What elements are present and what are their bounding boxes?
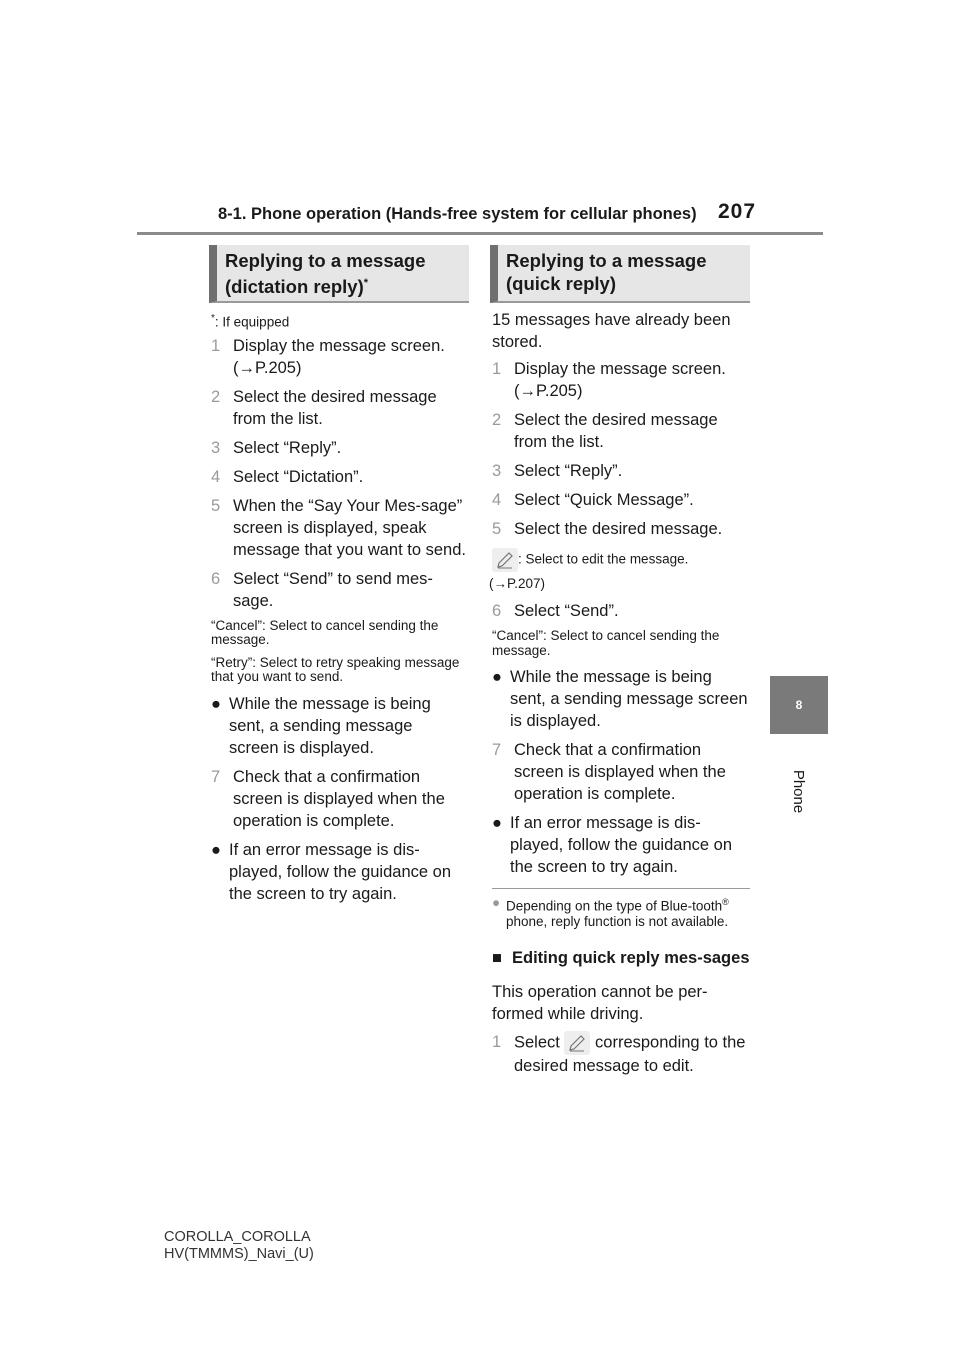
cancel-note: “Cancel”: Select to cancel sending the message. <box>492 628 720 658</box>
step-number: 2 <box>492 411 502 429</box>
step-text: Select “Send” to send mes-sage. <box>233 569 433 610</box>
step-text: Check that a confirmation screen is displayed when the operation is complete. <box>514 741 726 803</box>
subheading-editing <box>492 947 750 969</box>
step-number: 2 <box>211 387 221 406</box>
header-divider <box>137 232 823 235</box>
step-3 <box>211 437 466 459</box>
step-number: 4 <box>211 467 221 486</box>
bullet-icon: ● <box>492 668 502 686</box>
heading-line-1: Replying to a message <box>225 250 426 271</box>
step-number: 6 <box>211 569 221 588</box>
bullet-text: While the message is being sent, a sending message screen is displayed. <box>510 668 748 730</box>
step-text: Select the desired message. <box>514 520 723 538</box>
bullet-error <box>211 839 466 905</box>
subheading-text: Editing quick reply mes-sages <box>512 948 750 967</box>
heading-line-1: Replying to a message <box>506 250 707 271</box>
step-text: Select “Quick Message”. <box>514 491 694 509</box>
step-text: Select “Reply”. <box>233 438 342 457</box>
pencil-icon <box>564 1031 590 1056</box>
heading-line-2: (quick reply) <box>506 273 616 294</box>
step-5 <box>492 518 750 540</box>
cancel-note: “Cancel”: Select to cancel sending the message. <box>211 617 439 647</box>
info-note <box>492 895 750 929</box>
step-6 <box>492 600 750 622</box>
bullet-sending <box>492 666 750 732</box>
step-number: 7 <box>211 767 221 786</box>
step-4 <box>492 489 750 511</box>
edit-note-ref: (→P.207) <box>489 576 546 591</box>
left-column <box>211 311 466 912</box>
cannot-drive-text: This operation cannot be per-formed while driving. <box>492 982 708 1023</box>
registered-mark: ® <box>722 897 729 907</box>
chapter-number-tab: 8 <box>770 676 828 734</box>
page-number: 207 <box>718 200 757 223</box>
heading-line-2 <box>225 272 469 298</box>
pencil-icon <box>492 548 518 572</box>
step-1 <box>492 358 750 402</box>
footnote-text: : If equipped <box>214 314 290 330</box>
step-6 <box>211 568 466 612</box>
step-5 <box>211 495 466 561</box>
bullet-icon: ● <box>492 814 502 832</box>
step-number: 1 <box>492 360 502 378</box>
step-7 <box>211 766 466 832</box>
section-heading-dictation-reply <box>209 245 469 303</box>
retry-note: “Retry”: Select to retry speaking message that you want to send. <box>211 654 460 684</box>
bullet-text: While the message is being sent, a sending message screen is displayed. <box>229 694 431 757</box>
step-text-pre: Select <box>514 1033 565 1052</box>
step-number: 1 <box>492 1032 502 1051</box>
step-text: Select “Dictation”. <box>233 467 364 486</box>
footnote-mark: * <box>211 313 215 324</box>
footer-line-1: COROLLA_COROLLA <box>164 1229 311 1245</box>
step-number: 7 <box>492 741 502 759</box>
footer <box>164 1229 314 1263</box>
bullet-error <box>492 812 750 878</box>
heading-line-2-text: (dictation reply) <box>225 276 364 298</box>
step-text: Select the desired message from the list. <box>514 411 718 451</box>
step-2 <box>211 386 466 430</box>
edit-note-text: : Select to edit the message. <box>518 551 689 567</box>
chapter-label <box>768 766 830 816</box>
step-1 <box>211 335 466 379</box>
bullet-icon: ● <box>211 694 221 713</box>
step-number: 3 <box>211 438 221 457</box>
step-7 <box>492 739 750 805</box>
square-bullet-icon: ■ <box>492 948 502 967</box>
edit-note <box>492 548 750 572</box>
step-text: Select the desired message from the list. <box>233 387 437 428</box>
page-header-title: 8-1. Phone operation (Hands-free system for cellular phones) <box>218 205 697 223</box>
heading-asterisk: * <box>363 277 369 289</box>
step-text: Select “Send”. <box>514 602 619 620</box>
bullet-sending <box>211 693 466 759</box>
step-4 <box>211 466 466 488</box>
step-number: 4 <box>492 491 502 509</box>
step-text-post: corresponding to the desired message to edit. <box>514 1033 746 1076</box>
step-text: Display the message screen. (→P.205) <box>514 360 726 400</box>
step-text: Display the message screen. (→P.205) <box>233 336 445 377</box>
step-text: When the “Say Your Mes-sage” screen is displayed, speak message that you want to send. <box>233 496 466 559</box>
info-text-post: phone, reply function is not available. <box>506 913 729 929</box>
bullet-text: If an error message is dis-played, follow the guidance on the screen to try again. <box>510 814 732 876</box>
step-3 <box>492 460 750 482</box>
footer-line-2: HV(TMMMS)_Navi_(U) <box>164 1246 314 1262</box>
info-text-pre: Depending on the type of Blue-tooth <box>506 898 723 914</box>
final-step-1 <box>492 1031 750 1078</box>
step-number: 3 <box>492 462 502 480</box>
info-divider <box>492 888 750 889</box>
section-heading-quick-reply <box>490 245 750 303</box>
bullet-icon: ● <box>211 840 221 859</box>
step-text: Select “Reply”. <box>514 462 623 480</box>
chapter-label-text: Phone <box>790 769 808 813</box>
step-2 <box>492 409 750 453</box>
intro-text: 15 messages have already been stored. <box>492 311 731 351</box>
step-number: 6 <box>492 602 502 620</box>
info-dot-icon: ● <box>492 895 501 910</box>
right-column <box>489 309 750 1084</box>
step-number: 5 <box>211 496 221 515</box>
step-text: Check that a confirmation screen is displayed when the operation is complete. <box>233 767 445 830</box>
step-number: 1 <box>211 336 221 355</box>
bullet-text: If an error message is dis-played, follow the guidance on the screen to try again. <box>229 840 451 903</box>
footnote <box>211 311 466 331</box>
step-number: 5 <box>492 520 502 538</box>
